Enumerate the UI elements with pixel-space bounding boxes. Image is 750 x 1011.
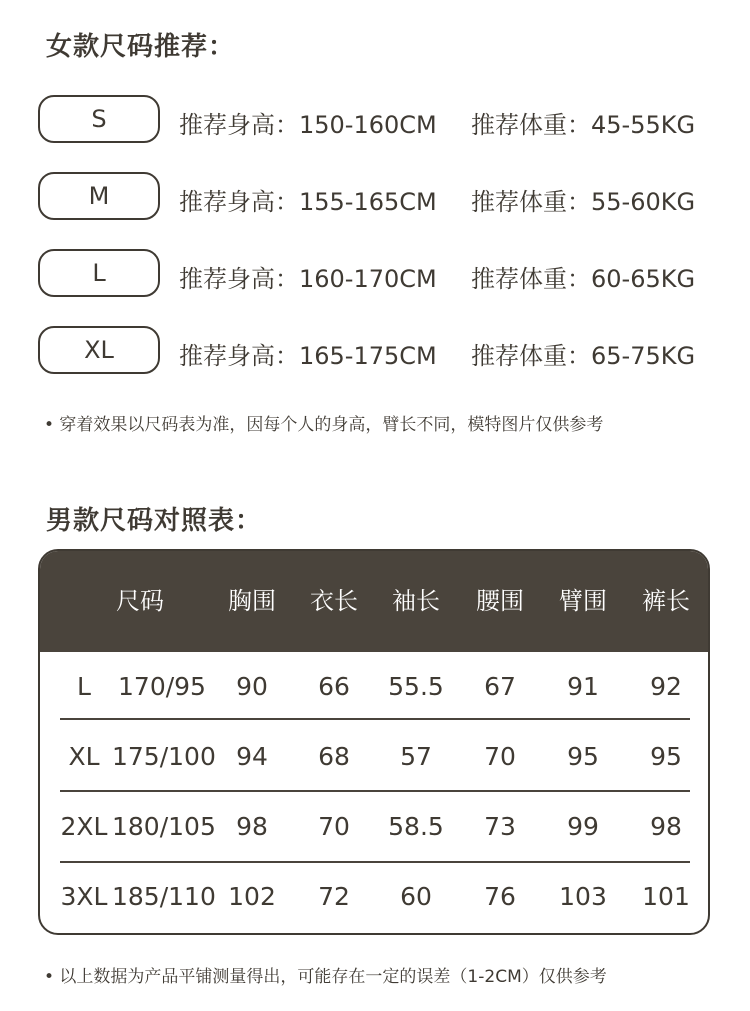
women-size-note: • 穿着效果以尺码表为准，因每个人的身高，臂长不同，模特图片仅供参考 [44, 415, 604, 435]
cell-waist: 73 [484, 812, 516, 841]
recommended-height: 推荐身高：150-160CM [179, 111, 437, 139]
cell-waist: 76 [484, 882, 516, 911]
header-length: 衣长 [310, 587, 358, 615]
size-chart-table [38, 549, 710, 935]
men-size-heading: 男款尺码对照表： [46, 506, 263, 536]
women-size-heading: 女款尺码推荐： [46, 32, 236, 62]
cell-size: 2XL [60, 812, 108, 841]
cell-spec: 170/95 [118, 672, 206, 701]
recommended-height: 推荐身高：160-170CM [179, 265, 437, 293]
table-row [40, 862, 708, 932]
header-chest: 胸围 [228, 587, 276, 615]
cell-sleeve: 57 [400, 742, 432, 771]
size-row-s [38, 95, 728, 145]
cell-size: L [77, 672, 91, 701]
cell-arm: 103 [559, 882, 607, 911]
cell-waist: 70 [484, 742, 516, 771]
header-pants-length: 裤长 [642, 587, 690, 615]
size-badge: M [38, 172, 160, 220]
recommended-height: 推荐身高：155-165CM [179, 188, 437, 216]
table-header [40, 551, 708, 652]
cell-pants-length: 92 [650, 672, 682, 701]
cell-size: XL [68, 742, 100, 771]
men-size-note: • 以上数据为产品平铺测量得出，可能存在一定的误差（1-2CM）仅供参考 [44, 967, 607, 987]
size-badge: S [38, 95, 160, 143]
header-size: 尺码 [116, 587, 164, 615]
cell-pants-length: 98 [650, 812, 682, 841]
cell-length: 68 [318, 742, 350, 771]
cell-length: 66 [318, 672, 350, 701]
cell-arm: 95 [567, 742, 599, 771]
cell-length: 70 [318, 812, 350, 841]
cell-pants-length: 101 [642, 882, 690, 911]
cell-sleeve: 58.5 [388, 812, 444, 841]
recommended-height: 推荐身高：165-175CM [179, 342, 437, 370]
header-sleeve: 袖长 [392, 587, 440, 615]
size-row-l [38, 249, 728, 299]
size-badge: L [38, 249, 160, 297]
cell-size: 3XL [60, 882, 108, 911]
cell-sleeve: 55.5 [388, 672, 444, 701]
recommended-weight: 推荐体重：45-55KG [471, 111, 696, 139]
cell-spec: 185/110 [112, 882, 216, 911]
cell-arm: 91 [567, 672, 599, 701]
header-arm: 臂围 [559, 587, 607, 615]
cell-chest: 102 [228, 882, 276, 911]
table-row [40, 792, 708, 862]
cell-sleeve: 60 [400, 882, 432, 911]
cell-length: 72 [318, 882, 350, 911]
recommended-weight: 推荐体重：65-75KG [471, 342, 696, 370]
header-waist: 腰围 [476, 587, 524, 615]
cell-spec: 175/100 [112, 742, 216, 771]
cell-chest: 90 [236, 672, 268, 701]
cell-waist: 67 [484, 672, 516, 701]
cell-arm: 99 [567, 812, 599, 841]
cell-chest: 94 [236, 742, 268, 771]
size-row-xl [38, 326, 728, 376]
recommended-weight: 推荐体重：60-65KG [471, 265, 696, 293]
table-row [40, 722, 708, 792]
size-badge: XL [38, 326, 160, 374]
recommended-weight: 推荐体重：55-60KG [471, 188, 696, 216]
cell-chest: 98 [236, 812, 268, 841]
row-divider [60, 718, 690, 720]
table-row [40, 652, 708, 722]
cell-pants-length: 95 [650, 742, 682, 771]
size-row-m [38, 172, 728, 222]
cell-spec: 180/105 [112, 812, 216, 841]
